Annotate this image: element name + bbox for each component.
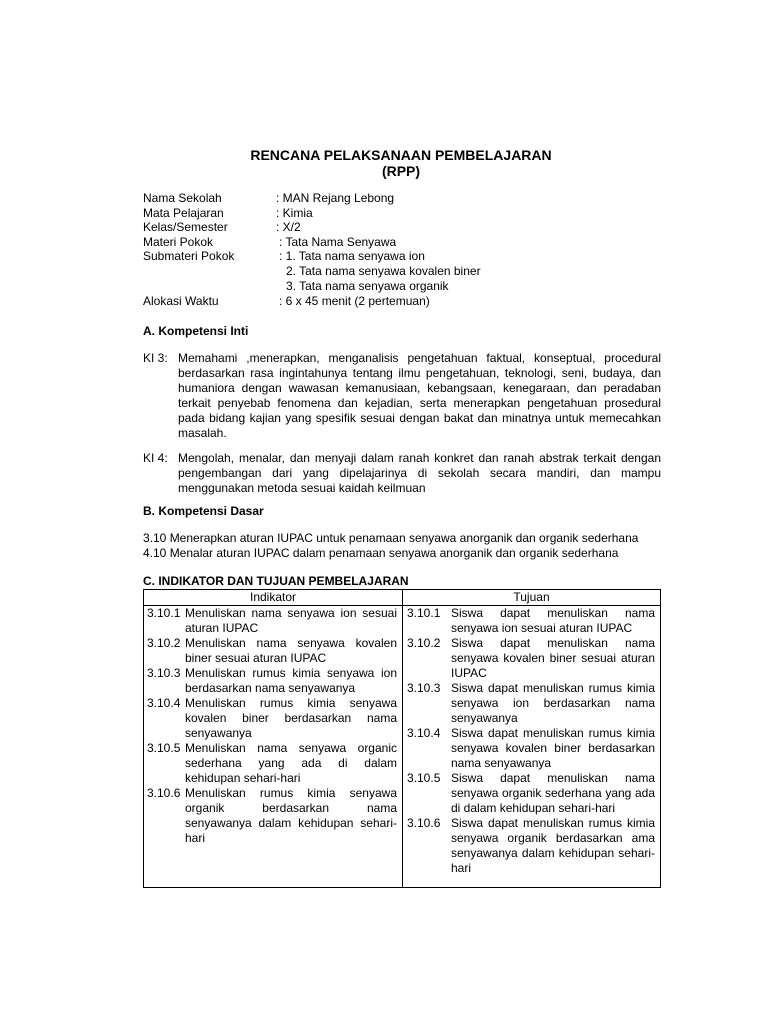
- info-row-subtopic: [143, 249, 623, 264]
- info-label: Mata Pelajaran: [143, 205, 224, 220]
- table-item-code: 3.10.3: [147, 666, 181, 680]
- indikator-column: [147, 606, 397, 846]
- section-heading-c: C. INDIKATOR DAN TUJUAN PEMBELAJARAN: [143, 574, 409, 588]
- ki-3-paragraph: [143, 351, 661, 441]
- table-item: [147, 636, 397, 666]
- table-item-code: 3.10.4: [147, 696, 181, 710]
- table-item: [407, 606, 655, 636]
- info-value: 3. Tata nama senyawa organik: [286, 278, 449, 293]
- kd-item: 4.10 Menalar aturan IUPAC dalam penamaan senyawa anorganik dan organik sederhana: [143, 546, 619, 560]
- table-item: [407, 726, 655, 771]
- table-item-code: 3.10.6: [407, 816, 441, 830]
- table-item-code: 3.10.5: [147, 741, 181, 755]
- table-item-text: Siswa dapat menuliskan nama senyawa kovalen biner sesuai aturan IUPAC: [451, 636, 655, 680]
- table-item-code: 3.10.2: [147, 636, 181, 650]
- info-value: : 6 x 45 menit (2 pertemuan): [279, 294, 430, 309]
- section-heading-a: A. Kompetensi Inti: [143, 324, 249, 338]
- info-row-school: [143, 191, 623, 206]
- section-heading-b: B. Kompetensi Dasar: [143, 504, 264, 518]
- info-value: : X/2: [276, 220, 301, 235]
- table-item-text: Menuliskan rumus kimia senyawa kovalen biner berdasarkan nama senyawanya: [185, 696, 397, 740]
- document-title: RENCANA PELAKSANAAN PEMBELAJARAN: [250, 147, 552, 163]
- ki-text: Mengolah, menalar, dan menyaji dalam ranah konkret dan ranah abstrak terkait dengan pengembangan dari yang dipelajarinya di sekolah secara mandiri, dan mampu menggunakan metoda sesuai kaidah keilmuan: [178, 451, 661, 495]
- table-item-code: 3.10.1: [407, 606, 441, 620]
- info-row-subtopic-3: [143, 279, 623, 294]
- info-label: Alokasi Waktu: [143, 294, 219, 309]
- ki-text: Memahami ,menerapkan, menganalisis pengetahuan faktual, konseptual, procedural berdasarkan rasa ingintahunya tentang ilmu pengetahuan, teknologi, seni, budaya, dan humaniora dengan wawasan kemanusiaan, kebangsaan, kenegaraan, dan peradaban terkait penyebab fenomena dan kejadian, serta menerapkan pengetahuan prosedural pada bidang kajian yang spesifik sesuai dengan bakat dan minatnya untuk memecahkan masalah.: [178, 351, 661, 440]
- info-value: : 1. Tata nama senyawa ion: [279, 249, 425, 264]
- info-value: : Tata Nama Senyawa: [279, 234, 397, 249]
- table-item: [407, 681, 655, 726]
- table-column-divider: [402, 590, 403, 887]
- table-item-text: Siswa dapat menuliskan nama senyawa ion sesuai aturan IUPAC: [451, 606, 655, 635]
- info-row-subject: [143, 206, 623, 221]
- info-label: Submateri Pokok: [143, 249, 235, 264]
- info-value: : Kimia: [276, 205, 313, 220]
- school-info: [143, 191, 623, 309]
- table-item: [147, 696, 397, 741]
- info-row-subtopic-2: [143, 264, 623, 279]
- info-row-class: [143, 220, 623, 235]
- tujuan-column: [407, 606, 655, 876]
- table-item-code: 3.10.4: [407, 726, 441, 740]
- table-header-tujuan: Tujuan: [513, 590, 550, 604]
- document-subtitle: (RPP): [381, 163, 421, 179]
- table-item-code: 3.10.2: [407, 636, 441, 650]
- info-label: Materi Pokok: [143, 234, 214, 249]
- table-item-text: Menuliskan nama senyawa organic sederhana yang ada di dalam kehidupan sehari-hari: [185, 741, 397, 785]
- table-item-text: Menuliskan nama senyawa kovalen biner sesuai aturan IUPAC: [185, 636, 397, 665]
- ki-label: KI 3:: [143, 351, 168, 365]
- ki-label: KI 4:: [143, 451, 168, 465]
- kd-item: 3.10 Menerapkan aturan IUPAC untuk penamaan senyawa anorganik dan organik sederhana: [143, 531, 639, 545]
- table-item-code: 3.10.6: [147, 786, 181, 800]
- table-item-text: Menuliskan rumus kimia senyawa ion berdasarkan nama senyawanya: [185, 666, 397, 695]
- table-item-text: Siswa dapat menuliskan nama senyawa organik sederhana yang ada di dalam kehidupan sehari-hari: [451, 771, 655, 815]
- indikator-tujuan-table: [143, 589, 661, 888]
- info-label: Kelas/Semester: [143, 220, 228, 235]
- table-item: [407, 771, 655, 816]
- table-item: [407, 636, 655, 681]
- table-item-text: Siswa dapat menuliskan rumus kimia senyawa kovalen biner berdasarkan nama senyawanya: [451, 726, 655, 770]
- table-item-text: Menuliskan rumus kimia senyawa organik berdasarkan nama senyawanya dalam kehidupan sehari-hari: [185, 786, 397, 845]
- table-item-code: 3.10.5: [407, 771, 441, 785]
- info-value: 2. Tata nama senyawa kovalen biner: [286, 263, 481, 278]
- table-item-text: Siswa dapat menuliskan rumus kimia senyawa organik berdasarkan ama senyawanya dalam kehidupan sehari-hari: [451, 816, 655, 875]
- table-item: [147, 666, 397, 696]
- table-item: [147, 741, 397, 786]
- table-item-text: Siswa dapat menuliskan rumus kimia senyawa ion berdasarkan nama senyawanya: [451, 681, 655, 725]
- table-header-indikator: Indikator: [249, 590, 297, 604]
- info-label: Nama Sekolah: [143, 191, 222, 205]
- table-item: [147, 606, 397, 636]
- ki-4-paragraph: [143, 451, 661, 496]
- table-item-text: Menuliskan nama senyawa ion sesuai aturan IUPAC: [185, 606, 397, 635]
- table-item-code: 3.10.1: [147, 606, 181, 620]
- table-item: [407, 816, 655, 876]
- table-item-code: 3.10.3: [407, 681, 441, 695]
- table-item: [147, 786, 397, 846]
- info-value: : MAN Rejang Lebong: [276, 191, 395, 205]
- info-row-topic: [143, 235, 623, 250]
- info-row-time: [143, 294, 623, 309]
